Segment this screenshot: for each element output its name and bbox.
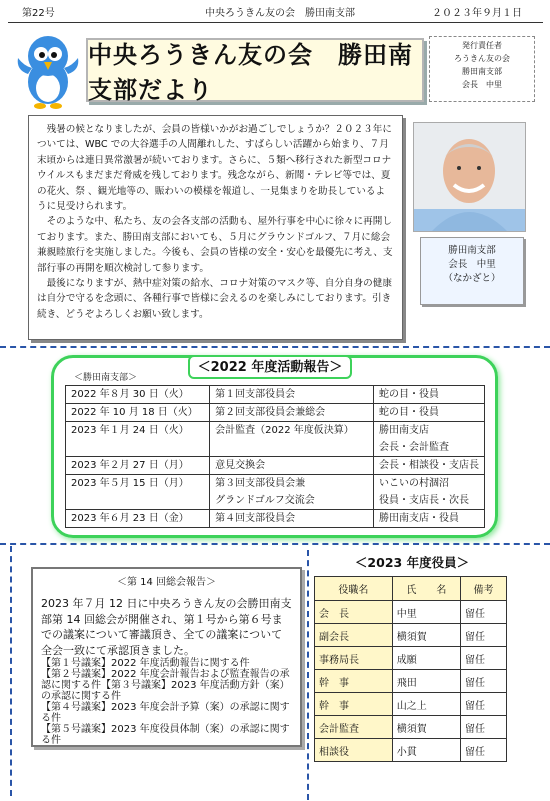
activity-date: 2023 年１月 24 日（火） <box>66 422 210 440</box>
activity-event: 第１回支部役員会 <box>210 386 374 404</box>
bird-mascot-icon <box>14 30 82 110</box>
table-row <box>315 624 507 647</box>
table-row <box>315 670 507 693</box>
officers-title: ＜2023 年度役員＞ <box>354 555 470 570</box>
section-divider <box>0 543 550 545</box>
officer-role: 副会長 <box>315 624 393 647</box>
column-divider <box>10 546 12 796</box>
activity-place: いこいの村涸沼 <box>374 475 485 493</box>
officer-note: 留任 <box>460 624 506 647</box>
activity-date: 2023 年２月 27 日（月） <box>66 457 210 475</box>
table-row <box>315 693 507 716</box>
chairman-caption <box>420 237 524 305</box>
officer-note: 留任 <box>460 647 506 670</box>
officer-note: 留任 <box>460 601 506 624</box>
officer-name: 山之上 <box>392 693 460 716</box>
top-divider <box>8 22 543 23</box>
table-header-row <box>315 577 507 601</box>
meeting-title: ＜第 14 回総会報告＞ <box>116 577 217 588</box>
officer-name: 横須賀 <box>392 716 460 739</box>
table-row <box>66 457 485 475</box>
activity-place-2: 会長・会計監査 <box>374 439 485 457</box>
meeting-item: 【第４号議案】2023 年度会計予算（案）の承認に関する件 <box>41 702 290 724</box>
meeting-items <box>41 658 292 746</box>
publisher-line: 会長 中里 <box>462 80 502 89</box>
officer-note: 留任 <box>460 693 506 716</box>
section-divider <box>0 346 550 348</box>
caption-line: （なかざと） <box>443 273 501 284</box>
activity-place: 勝田南支店・役員 <box>374 510 485 528</box>
officer-role: 会計監査 <box>315 716 393 739</box>
issue-date: ２０２３年９月１日 <box>432 8 522 19</box>
column-header: 備考 <box>460 577 506 601</box>
column-divider <box>307 550 309 800</box>
activity-place: 勝田南支店 <box>374 422 485 440</box>
table-row <box>66 492 485 510</box>
officer-role: 相談役 <box>315 739 393 762</box>
officer-role: 事務局長 <box>315 647 393 670</box>
top-line <box>0 0 550 20</box>
activity-event: 第４回支部役員会 <box>210 510 374 528</box>
activity-event: 意見交換会 <box>210 457 374 475</box>
table-row <box>315 739 507 762</box>
meeting-item: 【第１号議案】2022 年度活動報告に関する件 <box>41 658 250 669</box>
table-row <box>315 716 507 739</box>
greeting-paragraph: 残暑の候となりましたが、会員の皆様いかがお過ごしでしょうか？２０２３年については、WBC での大谷選手の人間離れした、すばらしい活躍から始まり、７月末頃からは連日異常激暑が続いております。さらに、５類へ移行された新型コロナウイルスもまだまだ脅威を残しております。残念ながら、新聞・テレビ等では、夏の花火、祭 、観光地等の、賑わいの模様を報道し、一見集まりを助長しているように見受けられます。 <box>37 124 392 213</box>
issue-number: 第22号 <box>22 8 55 19</box>
greeting-text-box <box>28 115 403 340</box>
greeting-paragraph: 最後になりますが、熱中症対策の給水、コロナ対策のマスク等、自分自身の健康は自分で守るを念頭に、各種行事で皆様に会えるのを楽しみにしております。引き続き、どうぞよろしくお願い致します。 <box>37 278 392 320</box>
officer-note: 留任 <box>460 716 506 739</box>
activity-event-2: グランドゴルフ交流会 <box>210 492 374 510</box>
newsletter-title: 中央ろうきん友の会 勝田南支部だより <box>88 40 413 104</box>
officer-name: 横須賀 <box>392 624 460 647</box>
table-row <box>66 475 485 493</box>
officer-name: 中里 <box>392 601 460 624</box>
activity-event: 第３回支部役員会兼 <box>210 475 374 493</box>
officer-name: 成願 <box>392 647 460 670</box>
table-row <box>66 386 485 404</box>
meeting-body: 2023 年７月 12 日に中央ろうきん友の会勝田南支部第 14 回総会が開催され、第１号から第６号までの議案について審議頂き、全ての議案について全会一致にて承認頂きました。 <box>41 597 292 657</box>
activity-event: 会計監査（2022 年度仮決算） <box>210 422 374 440</box>
meeting-item: 【第２号議案】2022 年度会計報告および監査報告の承認に関する件【第３号議案】2023 年度活動方針（案）の承認に関する件 <box>41 669 290 702</box>
general-meeting-box <box>31 567 302 747</box>
activity-date: 2023 年５月 15 日（月） <box>66 475 210 493</box>
table-row <box>66 439 485 457</box>
meeting-item: 【第５号議案】2023 年度役員体制（案）の承認に関する件 <box>41 724 290 746</box>
officer-role: 幹 事 <box>315 670 393 693</box>
greeting-paragraph: そのような中、私たち、友の会各支部の活動も、屋外行事を中心に徐々に再開しております。また、勝田南支部においても、５月にグラウンドゴルフ、７月に総会兼親睦旅行を実施しました。今後も、会員の皆様の安全・安心を最優先に考え、支部行事の再開を順次検討して参ります。 <box>37 216 393 274</box>
officers-table <box>314 576 507 762</box>
officer-role: 会 長 <box>315 601 393 624</box>
publisher-line: ろうきん友の会 <box>454 54 510 63</box>
officer-name: 飛田 <box>392 670 460 693</box>
officer-note: 留任 <box>460 670 506 693</box>
activity-event: 第２回支部役員会兼総会 <box>210 404 374 422</box>
activity-branch-label: ＜勝田南支部＞ <box>74 373 138 383</box>
org-name: 中央ろうきん友の会 勝田南支部 <box>205 8 355 19</box>
table-row <box>66 510 485 528</box>
table-row <box>315 647 507 670</box>
activity-place: 会長・相談役・支店長 <box>374 457 485 475</box>
newsletter-title-banner <box>86 38 424 102</box>
column-header: 役職名 <box>315 577 393 601</box>
officer-note: 留任 <box>460 739 506 762</box>
activity-table <box>65 385 485 528</box>
activity-date: 2022 年８月 30 日（火） <box>66 386 210 404</box>
activity-place-2: 役員・支店長・次長 <box>374 492 485 510</box>
table-row <box>315 601 507 624</box>
activity-date: 2023 年６月 23 日（金） <box>66 510 210 528</box>
caption-line: 会長 中里 <box>448 259 496 270</box>
publisher-line: 発行責任者 <box>462 41 502 50</box>
column-header: 氏 名 <box>392 577 460 601</box>
caption-line: 勝田南支部 <box>448 245 496 256</box>
officer-name: 小貫 <box>392 739 460 762</box>
officer-role: 幹 事 <box>315 693 393 716</box>
chairman-photo <box>413 122 526 232</box>
activity-date: 2022 年 10 月 18 日（火） <box>66 404 210 422</box>
table-row <box>66 404 485 422</box>
activity-report-title: ＜2022 年度活動報告＞ <box>188 355 352 379</box>
table-row <box>66 422 485 440</box>
publisher-line: 勝田南支部 <box>462 67 502 76</box>
activity-place: 蛇の目・役員 <box>374 386 485 404</box>
activity-place: 蛇の目・役員 <box>374 404 485 422</box>
publisher-box <box>429 36 535 102</box>
